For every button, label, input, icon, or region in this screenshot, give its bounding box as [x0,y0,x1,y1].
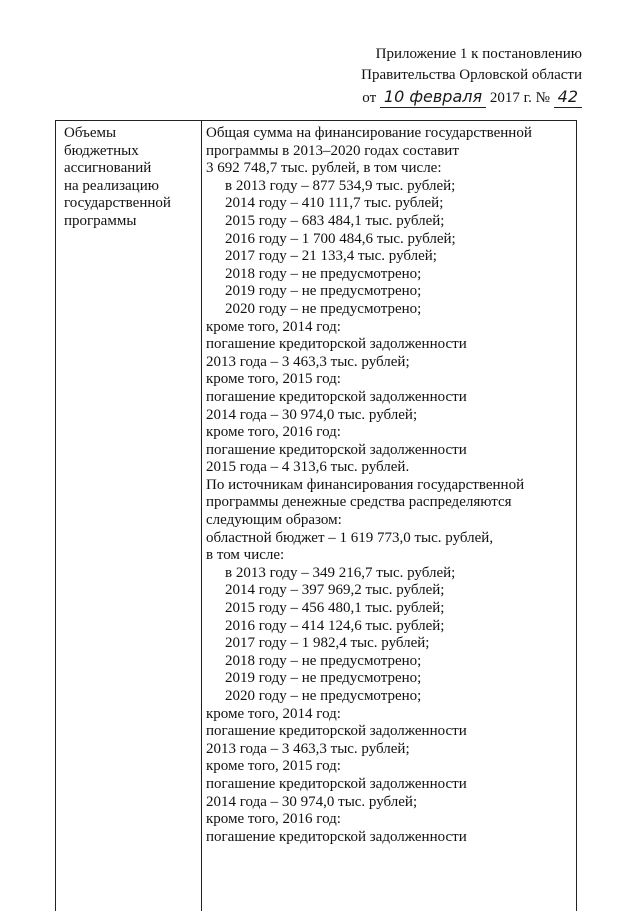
content-line: 2014 году – 397 969,2 тыс. рублей; [225,582,445,599]
content-line: кроме того, 2016 год: [206,811,341,828]
table-content-cell [202,121,576,911]
header-line-2: Правительства Орловской области [361,67,582,83]
content-line: 2019 году – не предусмотрено; [225,670,422,687]
table-label-cell [56,121,202,911]
content-line: 2014 году – 410 111,7 тыс. рублей; [225,195,444,212]
content-line: 2014 года – 30 974,0 тыс. рублей; [206,406,418,423]
content-line: в том числе: [206,547,285,564]
header-line-1: Приложение 1 к постановлению [375,46,582,62]
content-line: программы денежные средства распределяются [206,494,512,511]
handwritten-number: 42 [554,86,582,108]
label-line: на реализацию [64,177,159,194]
content-line: По источникам финансирования государственной [206,476,525,493]
content-line: программы в 2013–2020 годах составит [206,142,459,159]
content-line: 2018 году – не предусмотрено; [225,265,422,282]
content-line: Общая сумма на финансирование государственной [206,125,532,141]
content-line: 2016 году – 414 124,6 тыс. рублей; [225,617,445,634]
label-line: ассигнований [64,160,152,177]
content-line: 2013 года – 3 463,3 тыс. рублей; [206,353,410,370]
content-line: следующим образом: [206,512,342,529]
content-line: кроме того, 2015 год: [206,371,341,388]
label-line: государственной [64,195,171,212]
date-suffix: 2017 г. № [489,90,550,106]
content-line: 2017 году – 1 982,4 тыс. рублей; [225,635,430,652]
document-header [361,44,582,109]
content-line: 2018 году – не предусмотрено; [225,652,422,669]
content-line: 2017 году – 21 133,4 тыс. рублей; [225,248,437,265]
content-line: 2014 года – 30 974,0 тыс. рублей; [206,793,418,810]
content-line: областной бюджет – 1 619 773,0 тыс. рублей, [206,529,494,546]
content-line: 2020 году – не предусмотрено; [225,300,422,317]
label-line: программы [64,212,137,229]
content-line: погашение кредиторской задолженности [206,828,467,845]
content-line: 3 692 748,7 тыс. рублей, в том числе: [206,160,442,177]
content-line: кроме того, 2014 год: [206,318,341,335]
content-line: погашение кредиторской задолженности [206,723,467,740]
content-line: погашение кредиторской задолженности [206,388,467,405]
content-line: 2016 году – 1 700 484,6 тыс. рублей; [225,230,456,247]
budget-table [55,120,577,911]
date-prefix: от [362,90,377,106]
content-line: 2013 года – 3 463,3 тыс. рублей; [206,740,410,757]
content-line: 2015 года – 4 313,6 тыс. рублей. [206,459,410,476]
content-line: кроме того, 2016 год: [206,424,341,441]
content-line: в 2013 году – 877 534,9 тыс. рублей; [225,177,456,194]
label-line: бюджетных [64,142,139,159]
content-line: кроме того, 2014 год: [206,705,341,722]
content-line: погашение кредиторской задолженности [206,441,467,458]
content-line: погашение кредиторской задолженности [206,775,467,792]
label-line: Объемы [64,125,117,141]
content-line: кроме того, 2015 год: [206,758,341,775]
header-date-line [361,86,582,109]
content-line: 2015 году – 456 480,1 тыс. рублей; [225,600,445,617]
content-line: 2015 году – 683 484,1 тыс. рублей; [225,212,445,229]
content-line: в 2013 году – 349 216,7 тыс. рублей; [225,564,456,581]
content-line: погашение кредиторской задолженности [206,336,467,353]
content-line: 2019 году – не предусмотрено; [225,283,422,300]
handwritten-date: 10 февраля [380,86,486,108]
content-line: 2020 году – не предусмотрено; [225,688,422,704]
